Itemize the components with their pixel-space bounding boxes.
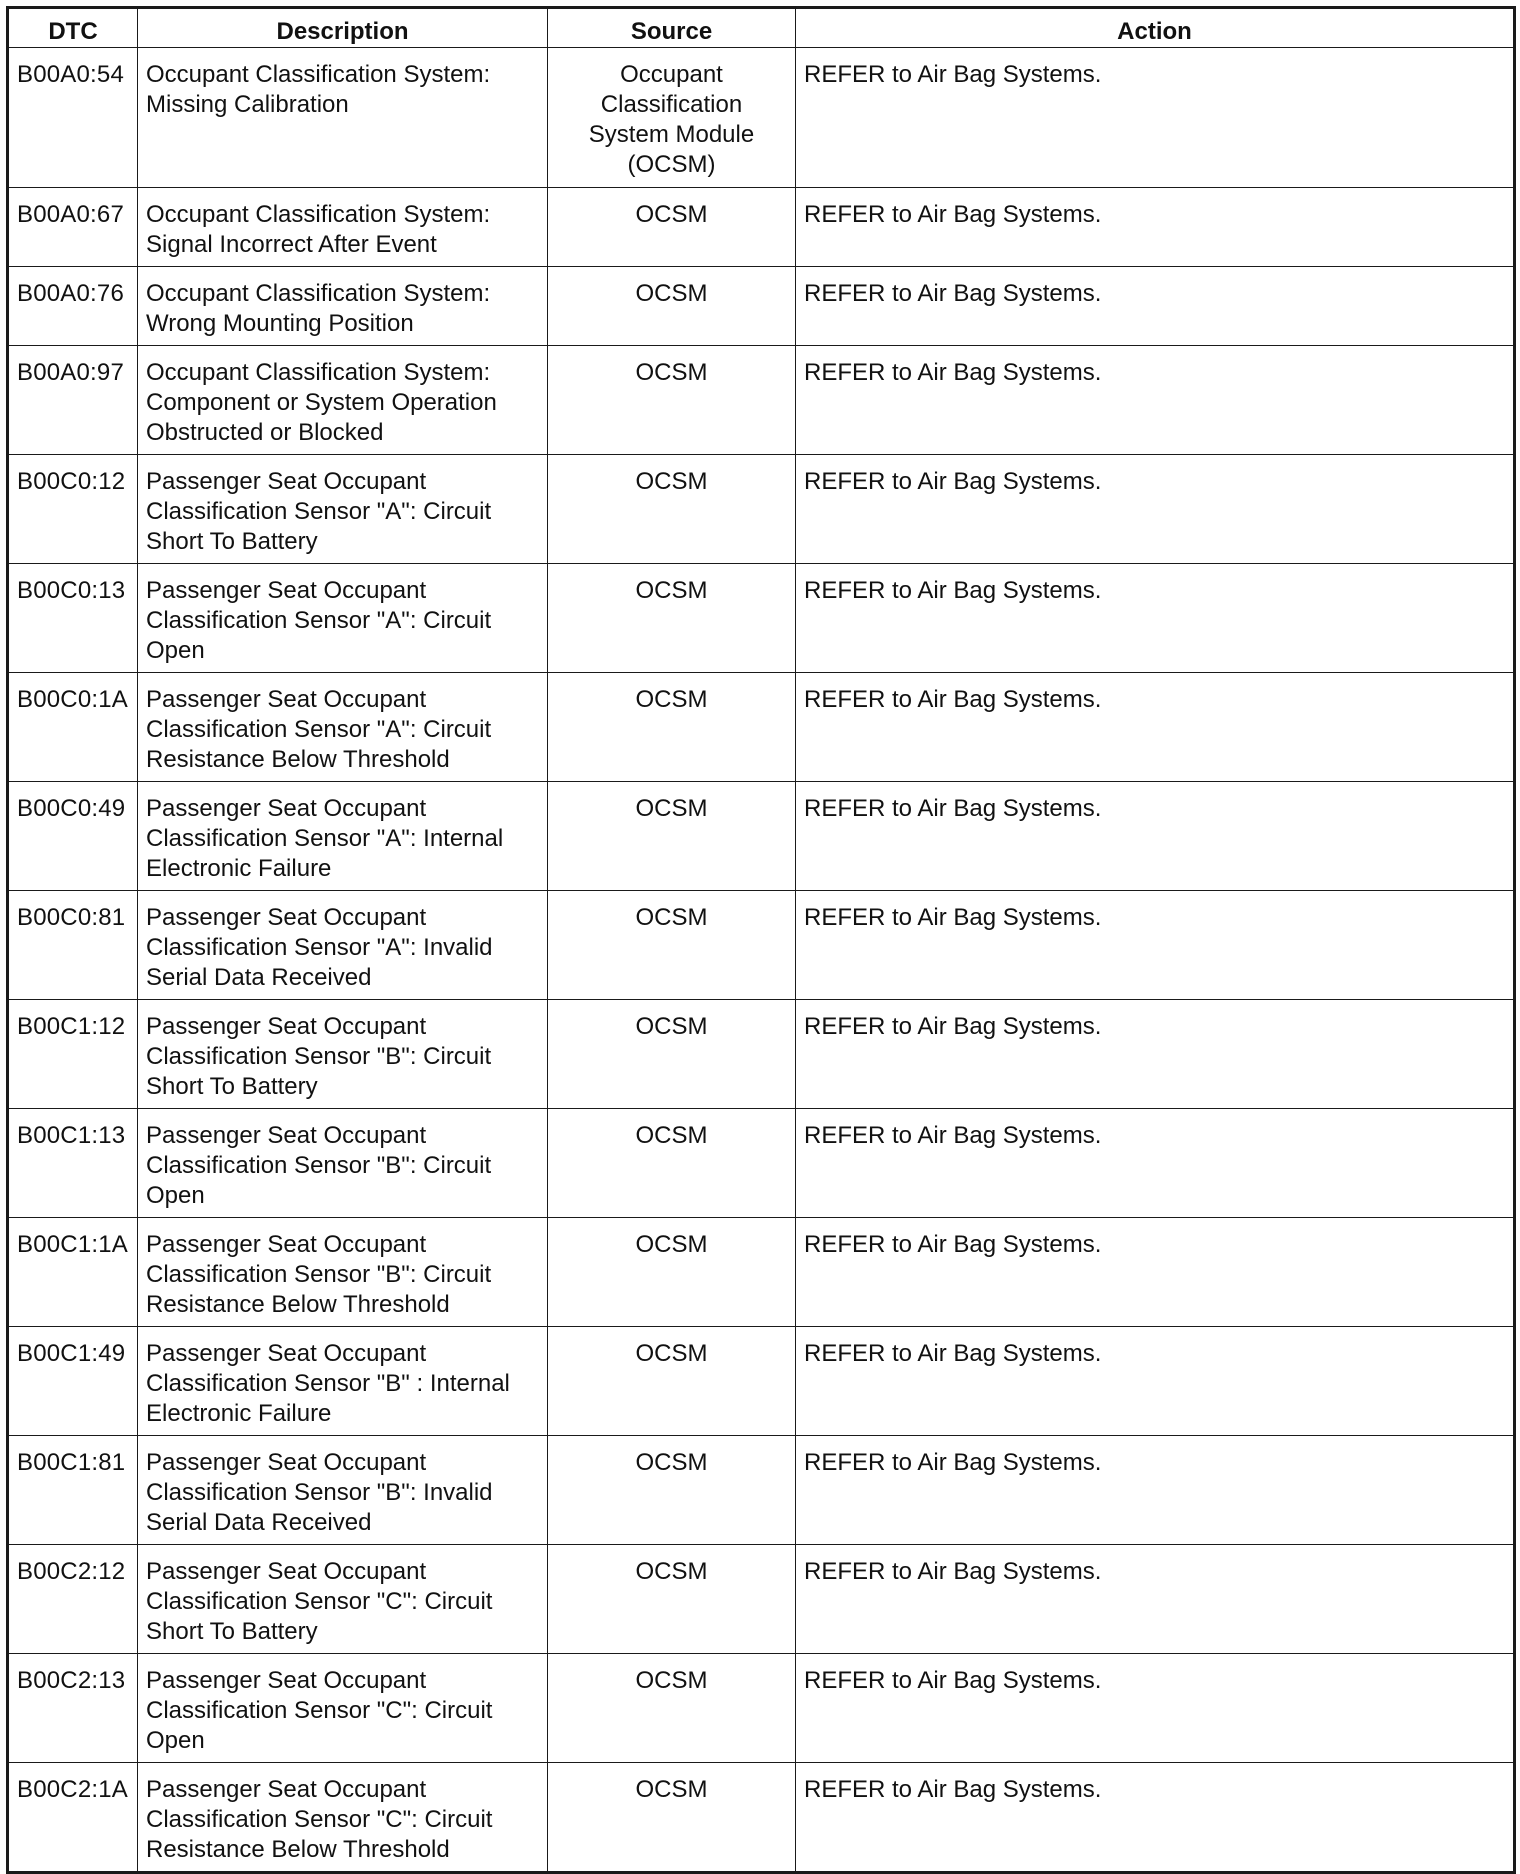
column-header-dtc: DTC: [8, 8, 138, 48]
dtc-source: [548, 346, 796, 455]
dtc-description: [138, 1109, 548, 1218]
table-row: [8, 1763, 1515, 1873]
description-line: Classification Sensor "C": Circuit: [146, 1697, 493, 1724]
description-line: Electronic Failure: [146, 1400, 332, 1427]
dtc-code: B00C0:13: [8, 564, 138, 673]
table-row: [8, 1654, 1515, 1763]
table-row: [8, 346, 1515, 455]
source-line: Classification: [600, 91, 743, 118]
dtc-code: B00C0:81: [8, 891, 138, 1000]
column-header-source: Source: [548, 8, 796, 48]
table-row: [8, 1436, 1515, 1545]
dtc-description: [138, 1654, 548, 1763]
dtc-source: [548, 1545, 796, 1654]
table-header-row: [8, 8, 1515, 48]
description-line: Electronic Failure: [146, 855, 332, 882]
source-line: OCSM: [635, 1667, 708, 1694]
dtc-action: REFER to Air Bag Systems.: [796, 673, 1515, 782]
dtc-source: [548, 891, 796, 1000]
source-line: OCSM: [635, 577, 708, 604]
dtc-description: [138, 891, 548, 1000]
dtc-source: [548, 1763, 796, 1873]
source-line: OCSM: [635, 1013, 708, 1040]
description-line: Resistance Below Threshold: [146, 746, 450, 773]
dtc-action: REFER to Air Bag Systems.: [796, 564, 1515, 673]
description-line: Classification Sensor "B" : Internal: [146, 1370, 510, 1397]
dtc-source: [548, 188, 796, 267]
column-header-description: Description: [138, 8, 548, 48]
source-line: OCSM: [635, 280, 708, 307]
description-line: Passenger Seat Occupant: [146, 1340, 427, 1367]
dtc-action: REFER to Air Bag Systems.: [796, 455, 1515, 564]
description-line: Component or System Operation: [146, 389, 497, 416]
table-row: [8, 1109, 1515, 1218]
dtc-code: B00A0:54: [8, 48, 138, 188]
dtc-description: [138, 1327, 548, 1436]
dtc-action: REFER to Air Bag Systems.: [796, 1000, 1515, 1109]
dtc-action: REFER to Air Bag Systems.: [796, 1654, 1515, 1763]
table-body: [8, 48, 1515, 1873]
dtc-action: REFER to Air Bag Systems.: [796, 891, 1515, 1000]
dtc-code: B00A0:67: [8, 188, 138, 267]
dtc-source: [548, 1218, 796, 1327]
dtc-code: B00A0:76: [8, 267, 138, 346]
dtc-source: [548, 1327, 796, 1436]
table-row: [8, 48, 1515, 188]
source-line: OCSM: [635, 1449, 708, 1476]
dtc-description: [138, 673, 548, 782]
dtc-source: [548, 782, 796, 891]
dtc-code: B00C0:49: [8, 782, 138, 891]
dtc-description: [138, 1763, 548, 1873]
source-line: OCSM: [635, 795, 708, 822]
dtc-action: REFER to Air Bag Systems.: [796, 188, 1515, 267]
dtc-code: B00C1:49: [8, 1327, 138, 1436]
source-line: OCSM: [635, 201, 708, 228]
dtc-code: B00C0:1A: [8, 673, 138, 782]
description-line: Classification Sensor "B": Circuit: [146, 1043, 492, 1070]
description-line: Obstructed or Blocked: [146, 419, 384, 446]
dtc-description: [138, 1436, 548, 1545]
dtc-table: [6, 6, 1516, 1874]
dtc-action: REFER to Air Bag Systems.: [796, 1436, 1515, 1545]
dtc-description: [138, 564, 548, 673]
dtc-description: [138, 1545, 548, 1654]
description-line: Passenger Seat Occupant: [146, 1776, 427, 1803]
dtc-source: [548, 1436, 796, 1545]
dtc-description: [138, 188, 548, 267]
description-line: Passenger Seat Occupant: [146, 1231, 427, 1258]
description-line: Occupant Classification System:: [146, 61, 491, 88]
description-line: Classification Sensor "A": Circuit: [146, 607, 492, 634]
source-line: System Module: [588, 121, 755, 148]
description-line: Classification Sensor "C": Circuit: [146, 1806, 493, 1833]
description-line: Passenger Seat Occupant: [146, 1449, 427, 1476]
description-line: Serial Data Received: [146, 1509, 372, 1536]
table-row: [8, 564, 1515, 673]
dtc-action: REFER to Air Bag Systems.: [796, 782, 1515, 891]
description-line: Resistance Below Threshold: [146, 1836, 450, 1863]
source-line: OCSM: [635, 1231, 708, 1258]
description-line: Passenger Seat Occupant: [146, 904, 427, 931]
description-line: Short To Battery: [146, 1618, 318, 1645]
table-row: [8, 455, 1515, 564]
description-line: Occupant Classification System:: [146, 280, 491, 307]
table-row: [8, 188, 1515, 267]
dtc-source: [548, 1654, 796, 1763]
dtc-action: REFER to Air Bag Systems.: [796, 346, 1515, 455]
dtc-action: REFER to Air Bag Systems.: [796, 1763, 1515, 1873]
dtc-description: [138, 267, 548, 346]
description-line: Classification Sensor "B": Invalid: [146, 1479, 493, 1506]
description-line: Signal Incorrect After Event: [146, 231, 437, 258]
description-line: Classification Sensor "A": Invalid: [146, 934, 493, 961]
dtc-code: B00C1:1A: [8, 1218, 138, 1327]
description-line: Open: [146, 637, 205, 664]
dtc-code: B00C1:12: [8, 1000, 138, 1109]
dtc-code: B00C2:12: [8, 1545, 138, 1654]
table-row: [8, 1327, 1515, 1436]
dtc-source: [548, 48, 796, 188]
table-row: [8, 267, 1515, 346]
dtc-code: B00C2:13: [8, 1654, 138, 1763]
source-line: Occupant: [620, 61, 723, 88]
dtc-action: REFER to Air Bag Systems.: [796, 267, 1515, 346]
description-line: Classification Sensor "A": Circuit: [146, 498, 492, 525]
dtc-source: [548, 267, 796, 346]
dtc-action: REFER to Air Bag Systems.: [796, 1109, 1515, 1218]
description-line: Wrong Mounting Position: [146, 310, 414, 337]
source-line: OCSM: [635, 468, 708, 495]
table-row: [8, 1545, 1515, 1654]
description-line: Passenger Seat Occupant: [146, 1013, 427, 1040]
dtc-code: B00C2:1A: [8, 1763, 138, 1873]
dtc-source: [548, 673, 796, 782]
dtc-description: [138, 1218, 548, 1327]
description-line: Passenger Seat Occupant: [146, 795, 427, 822]
source-line: (OCSM): [627, 151, 716, 178]
source-line: OCSM: [635, 1558, 708, 1585]
dtc-code: B00C0:12: [8, 455, 138, 564]
table-row: [8, 1218, 1515, 1327]
description-line: Resistance Below Threshold: [146, 1291, 450, 1318]
dtc-source: [548, 455, 796, 564]
source-line: OCSM: [635, 1340, 708, 1367]
source-line: OCSM: [635, 359, 708, 386]
dtc-source: [548, 1109, 796, 1218]
dtc-action: REFER to Air Bag Systems.: [796, 1218, 1515, 1327]
dtc-description: [138, 346, 548, 455]
description-line: Occupant Classification System:: [146, 359, 491, 386]
dtc-action: REFER to Air Bag Systems.: [796, 48, 1515, 188]
description-line: Classification Sensor "A": Internal: [146, 825, 504, 852]
dtc-action: REFER to Air Bag Systems.: [796, 1545, 1515, 1654]
column-header-action: Action: [796, 8, 1515, 48]
description-line: Serial Data Received: [146, 964, 372, 991]
description-line: Open: [146, 1182, 205, 1209]
dtc-source: [548, 564, 796, 673]
source-line: OCSM: [635, 1776, 708, 1803]
description-line: Occupant Classification System:: [146, 201, 491, 228]
description-line: Short To Battery: [146, 528, 318, 555]
dtc-description: [138, 48, 548, 188]
description-line: Open: [146, 1727, 205, 1754]
source-line: OCSM: [635, 904, 708, 931]
description-line: Passenger Seat Occupant: [146, 686, 427, 713]
description-line: Passenger Seat Occupant: [146, 577, 427, 604]
description-line: Missing Calibration: [146, 91, 349, 118]
description-line: Classification Sensor "B": Circuit: [146, 1152, 492, 1179]
table-row: [8, 782, 1515, 891]
description-line: Classification Sensor "B": Circuit: [146, 1261, 492, 1288]
source-line: OCSM: [635, 686, 708, 713]
description-line: Short To Battery: [146, 1073, 318, 1100]
table-row: [8, 673, 1515, 782]
dtc-code: B00C1:13: [8, 1109, 138, 1218]
description-line: Classification Sensor "A": Circuit: [146, 716, 492, 743]
dtc-code: B00A0:97: [8, 346, 138, 455]
source-line: OCSM: [635, 1122, 708, 1149]
dtc-source: [548, 1000, 796, 1109]
description-line: Passenger Seat Occupant: [146, 1558, 427, 1585]
dtc-description: [138, 455, 548, 564]
dtc-description: [138, 782, 548, 891]
description-line: Passenger Seat Occupant: [146, 1122, 427, 1149]
description-line: Passenger Seat Occupant: [146, 1667, 427, 1694]
dtc-code: B00C1:81: [8, 1436, 138, 1545]
description-line: Passenger Seat Occupant: [146, 468, 427, 495]
dtc-description: [138, 1000, 548, 1109]
description-line: Classification Sensor "C": Circuit: [146, 1588, 493, 1615]
dtc-action: REFER to Air Bag Systems.: [796, 1327, 1515, 1436]
table-row: [8, 1000, 1515, 1109]
table-row: [8, 891, 1515, 1000]
